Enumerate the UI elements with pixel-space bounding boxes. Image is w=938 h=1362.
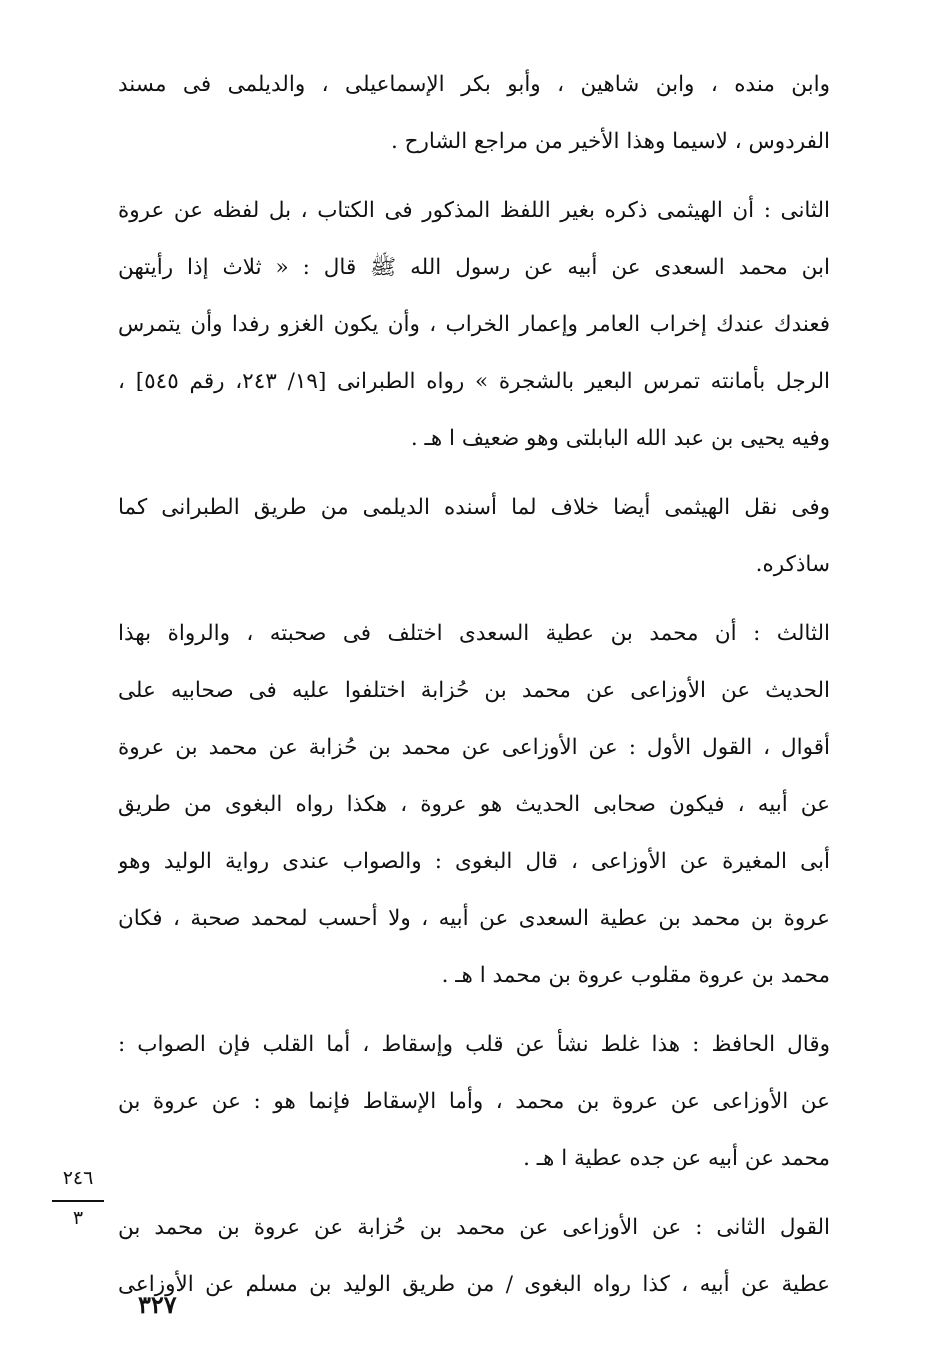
text-line: عروة بن محمد بن عطية السعدى عن أبيه ، ولا أحسب لمحمد صحبة ، فكان xyxy=(118,906,830,931)
text-line: وابن منده ، وابن شاهين ، وأبو بكر الإسماعيلى ، والديلمى فى مسند xyxy=(118,72,830,97)
text-line: الثالث : أن محمد بن عطية السعدى اختلف فى صحبته ، والرواة بهذا xyxy=(118,621,830,646)
main-text xyxy=(118,56,830,1325)
text-line: محمد عن أبيه عن جده عطية ا هـ . xyxy=(523,1146,830,1171)
text-line: فعندك عندك إخراب العامر وإعمار الخراب ، وأن يكون الغزو رفدا وأن يتمرس xyxy=(118,312,830,337)
paragraph xyxy=(118,605,830,1004)
text-line: الحديث عن الأوزاعى عن محمد بن حُزابة اختلفوا عليه فى صحابيه على xyxy=(118,678,830,703)
text-line: ساذكره. xyxy=(755,552,830,577)
text-line: عن الأوزاعى عن عروة بن محمد ، وأما الإسقاط فإنما هو : عن عروة بن xyxy=(118,1089,830,1114)
margin-reference xyxy=(48,1166,108,1230)
text-line: الرجل بأمانته تمرس البعير بالشجرة » رواه الطبرانى [١٩/ ٢٤٣، رقم ٥٤٥] ، xyxy=(118,369,830,394)
text-line: وفى نقل الهيثمى أيضا خلاف لما أسنده الديلمى من طريق الطبرانى كما xyxy=(118,495,830,520)
text-line: محمد بن عروة مقلوب عروة بن محمد ا هـ . xyxy=(441,963,830,988)
text-line: الفردوس ، لاسيما وهذا الأخير من مراجع الشارح . xyxy=(391,129,830,154)
text-line: وفيه يحيى بن عبد الله البابلتى وهو ضعيف ا هـ . xyxy=(410,426,830,451)
text-line: أبى المغيرة عن الأوزاعى ، قال البغوى : والصواب عندى رواية الوليد وهو xyxy=(118,849,830,874)
text-line: القول الثانى : عن الأوزاعى عن محمد بن حُزابة عن عروة بن محمد بن xyxy=(118,1215,830,1240)
paragraph xyxy=(118,479,830,593)
paragraph xyxy=(118,182,830,467)
margin-reference-top: ٢٤٦ xyxy=(62,1167,94,1189)
paragraph xyxy=(118,1199,830,1313)
margin-reference-bottom: ٣ xyxy=(72,1207,84,1229)
text-line: ابن محمد السعدى عن أبيه عن رسول الله ﷺ قال : « ثلاث إذا رأيتهن xyxy=(118,255,830,280)
text-line: أقوال ، القول الأول : عن الأوزاعى عن محمد بن حُزابة عن محمد بن عروة xyxy=(118,735,830,760)
margin-reference-divider xyxy=(52,1200,104,1202)
text-line: عن أبيه ، فيكون صحابى الحديث هو عروة ، هكذا رواه البغوى من طريق xyxy=(118,792,830,817)
text-line: الثانى : أن الهيثمى ذكره بغير اللفظ المذكور فى الكتاب ، بل لفظه عن عروة xyxy=(118,198,830,223)
text-line: وقال الحافظ : هذا غلط نشأ عن قلب وإسقاط ، أما القلب فإن الصواب : xyxy=(118,1032,830,1057)
text-line: عطية عن أبيه ، كذا رواه البغوى / من طريق الوليد بن مسلم عن الأوزاعى xyxy=(118,1272,830,1297)
paragraph xyxy=(118,56,830,170)
paragraph xyxy=(118,1016,830,1187)
page-number: ٣٢٧ xyxy=(138,1290,177,1319)
